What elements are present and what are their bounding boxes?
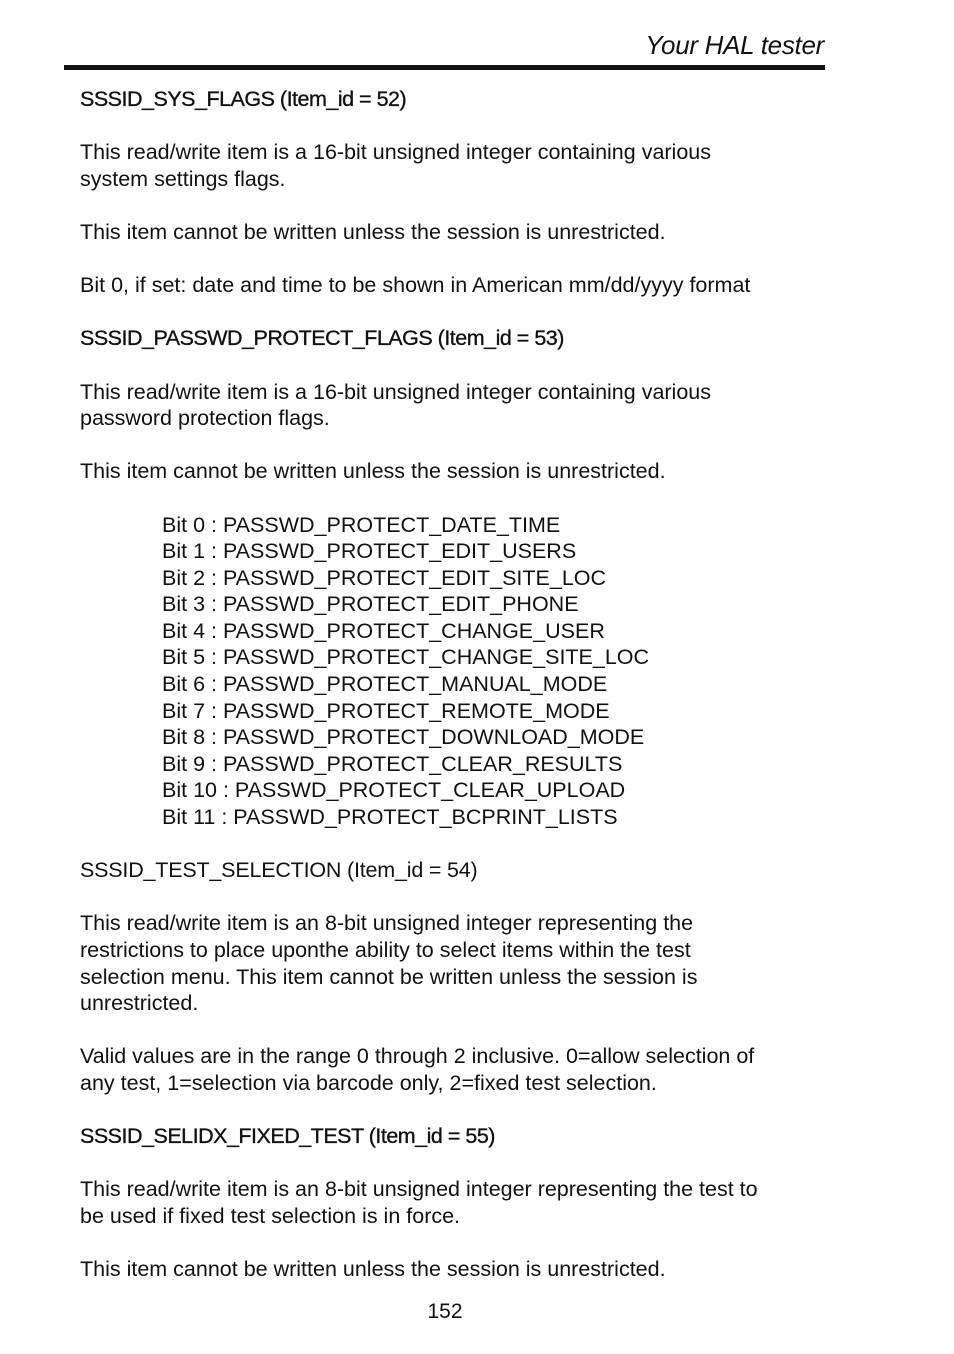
header-rule bbox=[64, 65, 825, 70]
bit-list-item: Bit 7 : PASSWD_PROTECT_REMOTE_MODE bbox=[162, 698, 610, 723]
text-line: This read/write item is an 8-bit unsigned integer representing the test to bbox=[80, 1177, 758, 1202]
header-title: Your HAL tester bbox=[645, 30, 824, 60]
paragraph-selidx-fixed-test-restriction: This item cannot be written unless the session is unrestricted. bbox=[80, 1257, 666, 1282]
text-line: selection menu. This item cannot be written unless the session is bbox=[80, 964, 698, 989]
bit-list-item: Bit 5 : PASSWD_PROTECT_CHANGE_SITE_LOC bbox=[162, 645, 650, 670]
page-number: 152 bbox=[427, 1300, 463, 1323]
bit-list-item: Bit 9 : PASSWD_PROTECT_CLEAR_RESULTS bbox=[162, 751, 623, 776]
section-heading-sys-flags: SSSID_SYS_FLAGS (Item_id = 52) bbox=[80, 87, 407, 111]
bit-list-item: Bit 4 : PASSWD_PROTECT_CHANGE_USER bbox=[162, 618, 605, 643]
paragraph-passwd-protect-restriction: This item cannot be written unless the session is unrestricted. bbox=[80, 459, 666, 484]
section-heading-selidx-fixed-test: SSSID_SELIDX_FIXED_TEST (Item_id = 55) bbox=[80, 1124, 495, 1149]
document-body bbox=[80, 86, 820, 1309]
paragraph-sys-flags-restriction: This item cannot be written unless the session is unrestricted. bbox=[80, 219, 666, 244]
text-line: This read/write item is an 8-bit unsigned integer representing the bbox=[80, 911, 694, 936]
paragraph-test-selection-values bbox=[80, 1043, 820, 1096]
bit-list-item: Bit 11 : PASSWD_PROTECT_BCPRINT_LISTS bbox=[162, 805, 618, 830]
bit-list-item: Bit 0 : PASSWD_PROTECT_DATE_TIME bbox=[162, 512, 561, 537]
bit-list-item: Bit 8 : PASSWD_PROTECT_DOWNLOAD_MODE bbox=[162, 725, 645, 750]
section-heading-test-selection: SSSID_TEST_SELECTION (Item_id = 54) bbox=[80, 858, 478, 883]
bit-list-item: Bit 3 : PASSWD_PROTECT_EDIT_PHONE bbox=[162, 592, 579, 617]
paragraph-test-selection-description bbox=[80, 910, 820, 1016]
text-line: be used if fixed test selection is in force. bbox=[80, 1203, 461, 1228]
paragraph-passwd-protect-description bbox=[80, 379, 820, 432]
text-line: Valid values are in the range 0 through 2 inclusive. 0=allow selection of bbox=[80, 1044, 755, 1069]
text-line: restrictions to place uponthe ability to select items within the test bbox=[80, 938, 691, 962]
paragraph-selidx-fixed-test-description bbox=[80, 1176, 820, 1229]
text-line: any test, 1=selection via barcode only, 2=fixed test selection. bbox=[80, 1070, 657, 1095]
text-line: unrestricted. bbox=[80, 991, 199, 1016]
bit-list-item: Bit 2 : PASSWD_PROTECT_EDIT_SITE_LOC bbox=[162, 565, 607, 590]
bit-list-item: Bit 1 : PASSWD_PROTECT_EDIT_USERS bbox=[162, 539, 577, 564]
bit-list-item: Bit 6 : PASSWD_PROTECT_MANUAL_MODE bbox=[162, 672, 608, 697]
paragraph-sys-flags-bit0: Bit 0, if set: date and time to be shown in American mm/dd/yyyy format bbox=[80, 273, 751, 298]
text-line: This read/write item is a 16-bit unsigned integer containing various bbox=[80, 379, 711, 404]
text-line: password protection flags. bbox=[80, 406, 330, 431]
passwd-protect-bit-list bbox=[162, 512, 820, 831]
paragraph-sys-flags-description bbox=[80, 139, 820, 192]
bit-list-item: Bit 10 : PASSWD_PROTECT_CLEAR_UPLOAD bbox=[162, 778, 626, 803]
text-line: system settings flags. bbox=[80, 166, 286, 191]
text-line: This read/write item is a 16-bit unsigned integer containing various bbox=[80, 140, 711, 165]
section-heading-passwd-protect: SSSID_PASSWD_PROTECT_FLAGS (Item_id = 53) bbox=[80, 326, 564, 351]
